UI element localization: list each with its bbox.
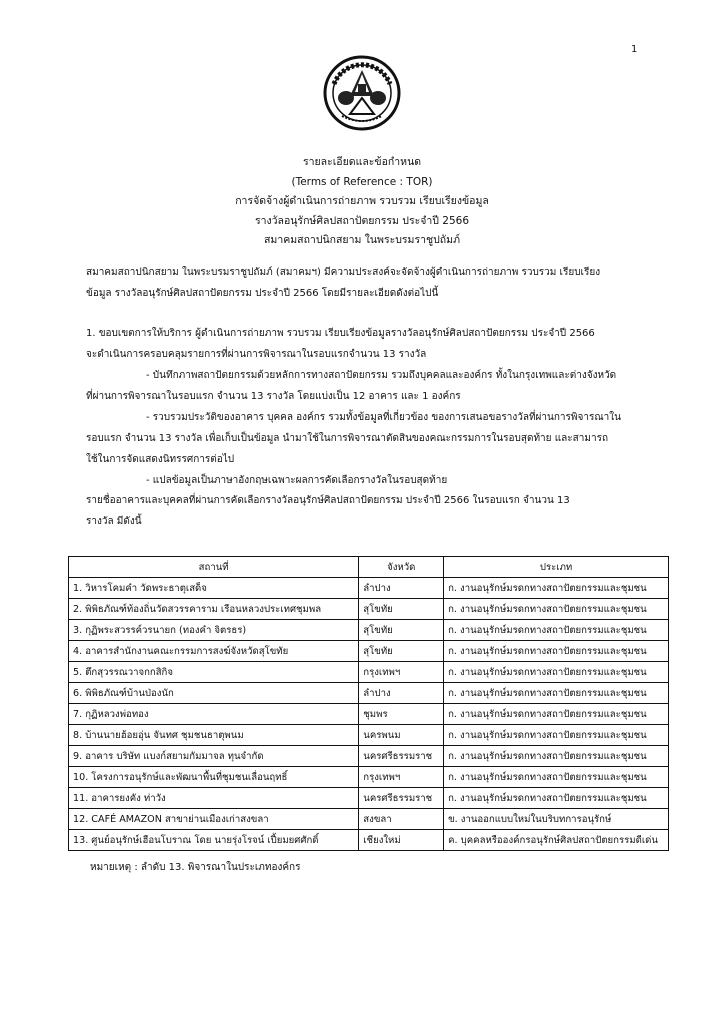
cell-category: ก. งานอนุรักษ์มรดกทางสถาปัตยกรรมและชุมชน <box>444 746 669 767</box>
scope-section <box>86 323 666 491</box>
intro-line-2: ข้อมูล รางวัลอนุรักษ์ศิลปสถาปัตยกรรม ประจำปี 2566 โดยมีรายละเอียดดังต่อไปนี้ <box>86 288 439 299</box>
cell-province: ชุมพร <box>359 704 444 725</box>
scope-bullet-1: - บันทึกภาพสถาปัตยกรรมด้วยหลักการทางสถาปัตยกรรม รวมถึงบุคคลและองค์กร ทั้งในกรุงเทพและต่างจังหวัด <box>146 370 617 381</box>
table-header-row <box>69 557 669 578</box>
cell-category: ก. งานอนุรักษ์มรดกทางสถาปัตยกรรมและชุมชน <box>444 641 669 662</box>
cell-location: 8. บ้านนายฮ้อยอุ่น จันทศ ชุมชนธาตุพนม <box>69 725 359 746</box>
cell-province: นครพนม <box>359 725 444 746</box>
table-row <box>69 641 669 662</box>
header-location: สถานที่ <box>69 557 359 578</box>
cell-category: ก. งานอนุรักษ์มรดกทางสถาปัตยกรรมและชุมชน <box>444 662 669 683</box>
cell-province: นครศรีธรรมราช <box>359 788 444 809</box>
cell-category: ข. งานออกแบบใหม่ในบริบทการอนุรักษ์ <box>444 809 669 830</box>
cell-province: กรุงเทพฯ <box>359 662 444 683</box>
intro-paragraph <box>86 262 666 304</box>
intro-line-1: สมาคมสถาปนิกสยาม ในพระบรมราชูปถัมภ์ (สมาคมฯ) มีความประสงค์จะจัดจ้างผู้ดำเนินการถ่ายภาพ รวบรวม เรียบเรียง <box>86 267 601 278</box>
cell-province: สุโขทัย <box>359 620 444 641</box>
table-row <box>69 704 669 725</box>
table-row <box>69 830 669 851</box>
cell-category: ก. งานอนุรักษ์มรดกทางสถาปัตยกรรมและชุมชน <box>444 683 669 704</box>
cell-location: 7. กุฏิหลวงพ่อทอง <box>69 704 359 725</box>
table-row <box>69 746 669 767</box>
heading-line-4: รางวัลอนุรักษ์ศิลปสถาปัตยกรรม ประจำปี 2566 <box>254 214 470 227</box>
table-row <box>69 683 669 704</box>
cell-province: สุโขทัย <box>359 641 444 662</box>
association-seal-logo <box>322 54 402 132</box>
cell-location: 12. CAFÉ AMAZON สาขาย่านเมืองเก่าสงขลา <box>69 809 359 830</box>
heading-line-3: การจัดจ้างผู้ดำเนินการถ่ายภาพ รวบรวม เรียบเรียงข้อมูล <box>235 195 489 207</box>
heading-line-2: (Terms of Reference : TOR) <box>291 175 433 188</box>
cell-location: 3. กุฏิพระสวรรค์วรนายก (ทองคำ จิตรธร) <box>69 620 359 641</box>
table-row <box>69 599 669 620</box>
page-number: 1 <box>631 44 638 55</box>
cell-location: 4. อาคารสำนักงานคณะกรรมการสงฆ์จังหวัดสุโขทัย <box>69 641 359 662</box>
cell-province: กรุงเทพฯ <box>359 767 444 788</box>
footnote: หมายเหตุ : ลำดับ 13. พิจารณาในประเภทองค์กร <box>90 862 301 873</box>
table-row <box>69 767 669 788</box>
cell-location: 2. พิพิธภัณฑ์ท้องถิ่นวัดสวรรคาราม เรือนหลวงประเทศชุมพล <box>69 599 359 620</box>
scope-bullet-2-cont: รอบแรก จำนวน 13 รางวัล เพื่อเก็บเป็นข้อมูล นำมาใช้ในการพิจารณาตัดสินของคณะกรรมการในรอบสุดท้าย และสามารถ <box>86 433 609 444</box>
header-province: จังหวัด <box>359 557 444 578</box>
cell-location: 9. อาคาร บริษัท แบงก์สยามกัมมาจล ทุนจำกัด <box>69 746 359 767</box>
names-intro-line-1: รายชื่ออาคารและบุคคลที่ผ่านการคัดเลือกรางวัลอนุรักษ์ศิลปสถาปัตยกรรม ประจำปี 2566 ในรอบแรก จำนวน 13 <box>86 495 570 506</box>
cell-location: 6. พิพิธภัณฑ์บ้านป่องนัก <box>69 683 359 704</box>
cell-category: ก. งานอนุรักษ์มรดกทางสถาปัตยกรรมและชุมชน <box>444 704 669 725</box>
cell-category: ก. งานอนุรักษ์มรดกทางสถาปัตยกรรมและชุมชน <box>444 767 669 788</box>
cell-location: 10. โครงการอนุรักษ์และพัฒนาพื้นที่ชุมชนเลื่อนฤทธิ์ <box>69 767 359 788</box>
awards-table <box>68 556 669 851</box>
cell-location: 13. ศูนย์อนุรักษ์เฮือนโบราณ โดย นายรุ่งโรจน์ เปี้ยมยศศักดิ์ <box>69 830 359 851</box>
document-heading <box>0 153 724 251</box>
scope-line-1: 1. ขอบเขตการให้บริการ ผู้ดำเนินการถ่ายภาพ รวบรวม เรียบเรียงข้อมูลรางวัลอนุรักษ์ศิลปสถาปัตยกรรม ประจำปี 2566 <box>86 328 595 339</box>
cell-province: ลำปาง <box>359 578 444 599</box>
header-category: ประเภท <box>444 557 669 578</box>
scope-bullet-1-cont: ที่ผ่านการพิจารณาในรอบแรก จำนวน 13 รางวัล โดยแบ่งเป็น 12 อาคาร และ 1 องค์กร <box>86 391 461 402</box>
names-intro <box>86 490 666 532</box>
cell-province: นครศรีธรรมราช <box>359 746 444 767</box>
cell-category: ก. งานอนุรักษ์มรดกทางสถาปัตยกรรมและชุมชน <box>444 578 669 599</box>
scope-bullet-2-cont2: ใช้ในการจัดแสดงนิทรรศการต่อไป <box>86 454 235 465</box>
cell-category: ก. งานอนุรักษ์มรดกทางสถาปัตยกรรมและชุมชน <box>444 599 669 620</box>
cell-province: เชียงใหม่ <box>359 830 444 851</box>
seal-icon <box>322 54 402 132</box>
cell-location: 5. ตึกสุวรรณวาจกกสิกิจ <box>69 662 359 683</box>
names-intro-line-2: รางวัล มีดังนี้ <box>86 516 142 527</box>
table-row <box>69 620 669 641</box>
cell-category: ค. บุคคลหรือองค์กรอนุรักษ์ศิลปสถาปัตยกรรมดีเด่น <box>444 830 669 851</box>
scope-bullet-2: - รวบรวมประวัติของอาคาร บุคคล องค์กร รวมทั้งข้อมูลที่เกี่ยวข้อง ของการเสนอขอรางวัลที่ผ่านการพิจารณาใน <box>146 412 621 423</box>
cell-location: 11. อาคารยงคัง ท่าวัง <box>69 788 359 809</box>
cell-location: 1. วิหารโคมคำ วัดพระธาตุเสด็จ <box>69 578 359 599</box>
cell-category: ก. งานอนุรักษ์มรดกทางสถาปัตยกรรมและชุมชน <box>444 725 669 746</box>
heading-line-1: รายละเอียดและข้อกำหนด <box>302 156 422 168</box>
cell-province: สงขลา <box>359 809 444 830</box>
cell-province: สุโขทัย <box>359 599 444 620</box>
table-row <box>69 809 669 830</box>
scope-line-2: จะดำเนินการครอบคลุมรายการที่ผ่านการพิจารณาในรอบแรกจำนวน 13 รางวัล <box>86 349 427 360</box>
table-row <box>69 662 669 683</box>
scope-bullet-3: - แปลข้อมูลเป็นภาษาอังกฤษเฉพาะผลการคัดเลือกรางวัลในรอบสุดท้าย <box>146 475 448 486</box>
heading-line-5: สมาคมสถาปนิกสยาม ในพระบรมราชูปถัมภ์ <box>263 234 460 246</box>
table-row <box>69 725 669 746</box>
table-row <box>69 578 669 599</box>
cell-category: ก. งานอนุรักษ์มรดกทางสถาปัตยกรรมและชุมชน <box>444 620 669 641</box>
cell-province: ลำปาง <box>359 683 444 704</box>
table-row <box>69 788 669 809</box>
cell-category: ก. งานอนุรักษ์มรดกทางสถาปัตยกรรมและชุมชน <box>444 788 669 809</box>
